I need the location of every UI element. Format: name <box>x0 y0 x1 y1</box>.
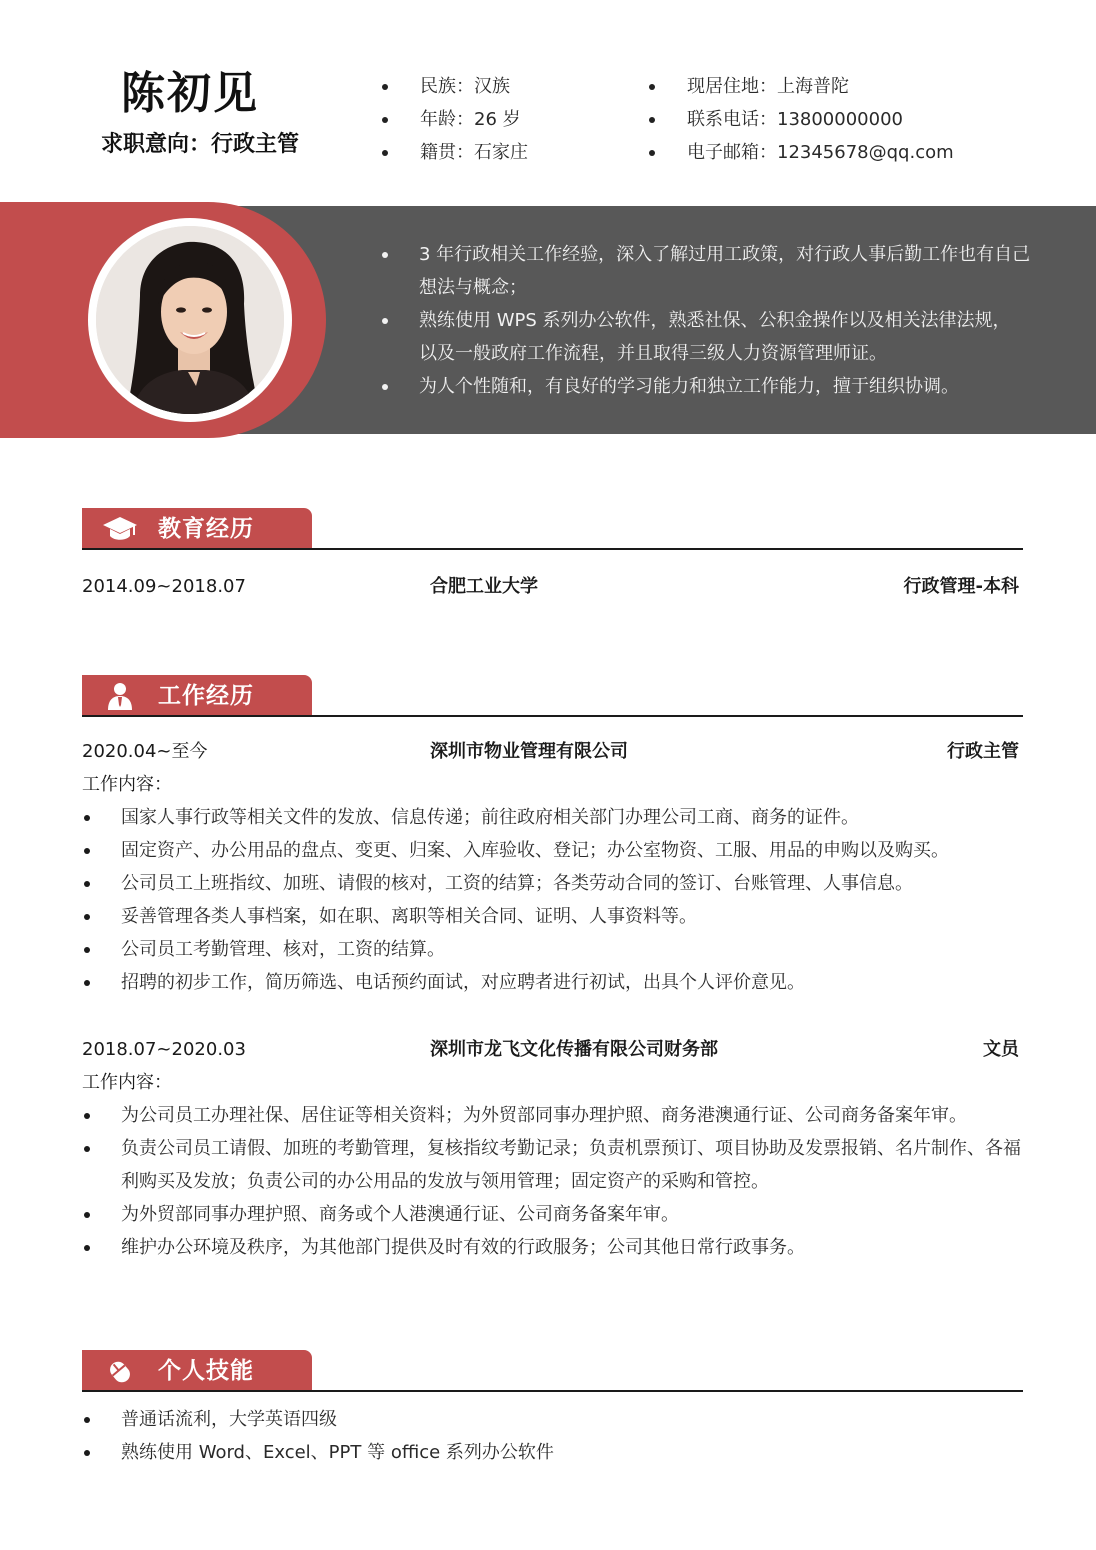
work-title: 工作经历 <box>158 683 254 709</box>
job-company: 深圳市龙飞文化传播有限公司财务部 <box>430 1039 718 1060</box>
summary-item: 熟练使用 WPS 系列办公软件，熟悉社保、公积金操作以及相关法律法规， 以及一般政府工作流程，并且取得三级人力资源管理师证。 <box>382 304 1032 370</box>
job-position: 行政主管 <box>947 741 1019 762</box>
job-intent: 求职意向：行政主管 <box>100 132 299 157</box>
education-major: 行政管理-本科 <box>903 576 1019 597</box>
graduation-cap-icon <box>102 514 138 544</box>
education-title: 教育经历 <box>158 516 254 542</box>
job-duties-list <box>82 801 1024 999</box>
person-icon <box>102 681 138 711</box>
duty-item: 固定资产、办公用品的盘点、变更、归案、入库验收、登记；办公室物资、工服、用品的申购以及购买。 <box>82 834 1024 867</box>
summary-list <box>382 238 1032 403</box>
job-content-label: 工作内容： <box>82 1072 172 1093</box>
job-content-label: 工作内容： <box>82 774 172 795</box>
skills-title: 个人技能 <box>158 1358 254 1384</box>
profile-photo <box>96 226 284 414</box>
education-section-header <box>82 508 1023 550</box>
person-portrait-icon <box>96 226 284 414</box>
ethnicity-item: 民族：汉族 <box>382 70 528 103</box>
summary-item: 为人个性随和，有良好的学习能力和独立工作能力，擅于组织协调。 <box>382 370 1032 403</box>
email-item: 电子邮箱：12345678@qq.com <box>649 136 954 169</box>
duty-item: 妥善管理各类人事档案，如在职、离职等相关合同、证明、人事资料等。 <box>82 900 1024 933</box>
age-item: 年龄：26 岁 <box>382 103 528 136</box>
job-date: 2020.04~至今 <box>82 741 208 762</box>
education-school: 合肥工业大学 <box>430 576 538 597</box>
candidate-name: 陈初见 <box>121 68 259 119</box>
phone-item: 联系电话：13800000000 <box>649 103 954 136</box>
job-company: 深圳市物业管理有限公司 <box>430 741 628 762</box>
job-row <box>82 735 1019 768</box>
skill-item: 普通话流利，大学英语四级 <box>82 1403 1024 1436</box>
summary-item: 3 年行政相关工作经验，深入了解过用工政策，对行政人事后勤工作也有自己想法与概念； <box>382 238 1032 304</box>
duty-item: 维护办公环境及秩序，为其他部门提供及时有效的行政服务；公司其他日常行政事务。 <box>82 1231 1024 1264</box>
education-row <box>82 570 1019 603</box>
personal-info-right <box>649 70 954 169</box>
mouse-icon <box>102 1356 138 1386</box>
work-section-header <box>82 675 1023 717</box>
education-date: 2014.09~2018.07 <box>82 576 246 597</box>
duty-item: 招聘的初步工作，简历筛选、电话预约面试，对应聘者进行初试，出具个人评价意见。 <box>82 966 1024 999</box>
duty-item: 为公司员工办理社保、居住证等相关资料；为外贸部同事办理护照、商务港澳通行证、公司商务备案年审。 <box>82 1099 1024 1132</box>
hometown-item: 籍贯：石家庄 <box>382 136 528 169</box>
skills-list <box>82 1403 1024 1469</box>
residence-item: 现居住地：上海普陀 <box>649 70 954 103</box>
duty-item: 公司员工考勤管理、核对，工资的结算。 <box>82 933 1024 966</box>
skill-item: 熟练使用 Word、Excel、PPT 等 office 系列办公软件 <box>82 1436 1024 1469</box>
duty-item: 国家人事行政等相关文件的发放、信息传递；前往政府相关部门办理公司工商、商务的证件。 <box>82 801 1024 834</box>
job-duties-list <box>82 1099 1024 1264</box>
job-row <box>82 1033 1019 1066</box>
job-date: 2018.07~2020.03 <box>82 1039 246 1060</box>
job-position: 文员 <box>983 1039 1019 1060</box>
personal-info-left <box>382 70 528 169</box>
skills-section-header <box>82 1350 1023 1392</box>
duty-item: 为外贸部同事办理护照、商务或个人港澳通行证、公司商务备案年审。 <box>82 1198 1024 1231</box>
duty-item: 公司员工上班指纹、加班、请假的核对，工资的结算；各类劳动合同的签订、台账管理、人事信息。 <box>82 867 1024 900</box>
duty-item: 负责公司员工请假、加班的考勤管理，复核指纹考勤记录；负责机票预订、项目协助及发票报销、名片制作、各福利购买及发放；负责公司的办公用品的发放与领用管理；固定资产的采购和管控。 <box>82 1132 1024 1198</box>
